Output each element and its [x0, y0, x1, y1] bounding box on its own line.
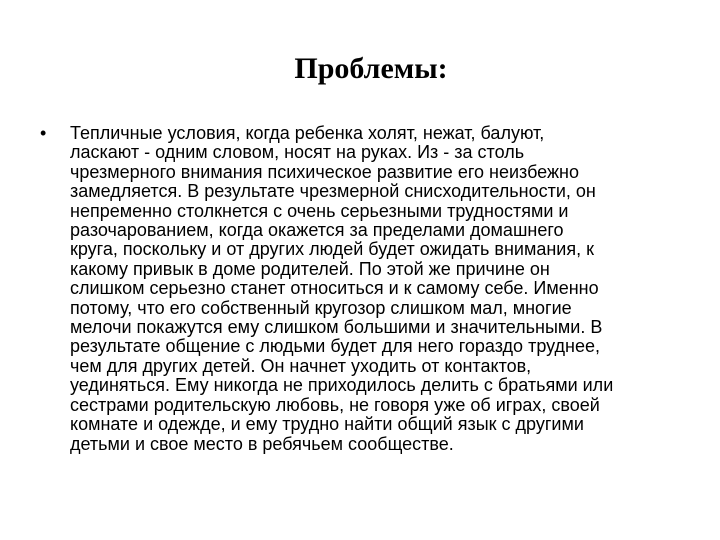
- slide-title: Проблемы:: [294, 52, 448, 85]
- paragraph-line: потому, что его собственный кругозор слишком мал, многие: [70, 297, 572, 318]
- paragraph-line: непременно столкнется с очень серьезными трудностями и: [70, 200, 569, 221]
- bullet-marker: •: [40, 123, 47, 143]
- paragraph-line: сестрами родительскую любовь, не говоря уже об играх, своей: [70, 394, 600, 415]
- paragraph-line: комнате и одежде, и ему трудно найти общий язык с другими: [70, 414, 584, 435]
- bullet-paragraph: [70, 124, 710, 454]
- paragraph-line: мелочи покажутся ему слишком большими и значительными. В: [70, 317, 603, 338]
- paragraph-line: чрезмерного внимания психическое развитие его неизбежно: [70, 161, 579, 182]
- paragraph-line: какому привык в доме родителей. По этой же причине он: [70, 258, 550, 279]
- paragraph-line: результате общение с людьми будет для него гораздо труднее,: [70, 336, 600, 357]
- paragraph-line: слишком серьезно станет относиться и к самому себе. Именно: [70, 278, 599, 299]
- paragraph-line: Тепличные условия, когда ребенка холят, нежат, балуют,: [70, 123, 545, 143]
- paragraph-line: круга, поскольку и от других людей будет ожидать внимания, к: [70, 239, 594, 260]
- paragraph-line: разочарованием, когда окажется за пределами домашнего: [70, 220, 564, 241]
- paragraph-line: детьми и свое место в ребячьем сообществе.: [70, 433, 454, 454]
- paragraph-line: чем для других детей. Он начнет уходить от контактов,: [70, 355, 532, 376]
- paragraph-line: уединяться. Ему никогда не приходилось делить с братьями или: [70, 375, 614, 396]
- paragraph-line: ласкают - одним словом, носят на руках. Из - за столь: [70, 142, 525, 163]
- paragraph-line: замедляется. В результате чрезмерной снисходительности, он: [70, 181, 596, 202]
